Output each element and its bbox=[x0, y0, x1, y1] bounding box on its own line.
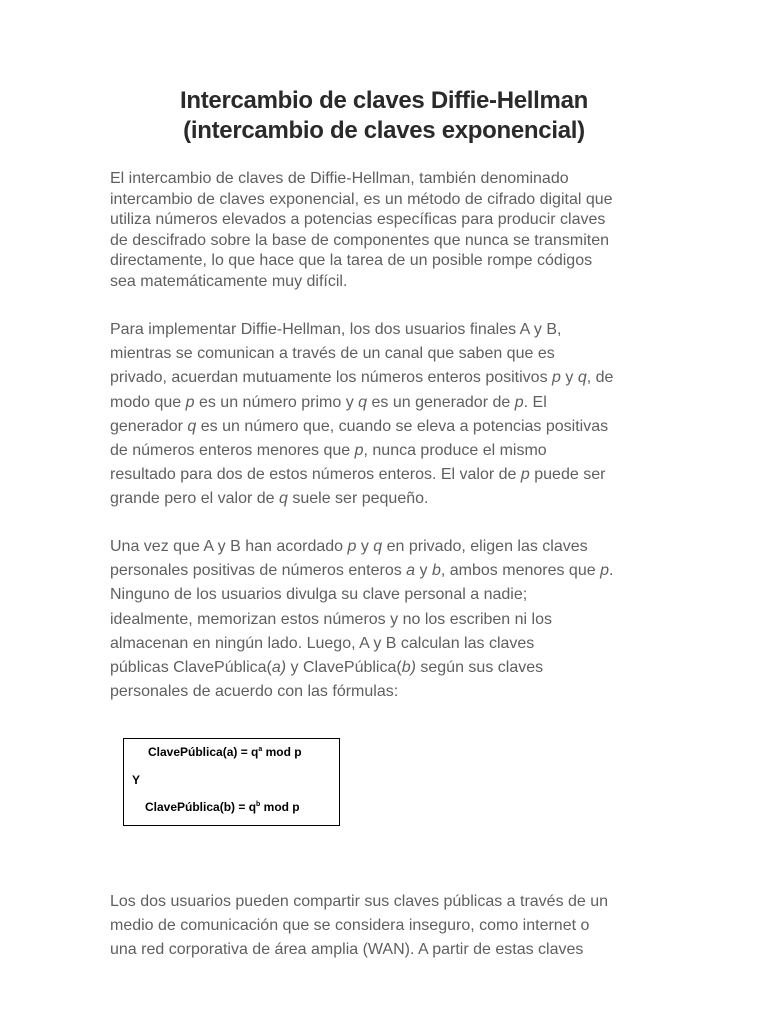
paragraph-private-keys bbox=[110, 535, 670, 704]
formula-public-key-b: ClavePública(b) = $q^b$ mod p bbox=[145, 800, 300, 814]
paragraph-intro bbox=[110, 169, 670, 292]
text-line: grande pero el valor de q suele ser pequeño. bbox=[110, 490, 429, 508]
text-line: almacenan en ningún lado. Luego, A y B calculan las claves bbox=[110, 634, 535, 652]
formula-box bbox=[123, 738, 340, 826]
text-line: privado, acuerdan mutuamente los números enteros positivos p y q, de bbox=[110, 369, 614, 387]
text-line: Los dos usuarios pueden compartir sus claves públicas a través de un bbox=[110, 893, 609, 910]
text-line: generador q es un número que, cuando se eleva a potencias positivas bbox=[110, 417, 609, 435]
text-line: una red corporativa de área amplia (WAN). A partir de estas claves bbox=[110, 941, 584, 958]
text-line: idealmente, memorizan estos números y no los escriben ni los bbox=[110, 610, 552, 628]
text-line: de números enteros menores que p, nunca produce el mismo bbox=[110, 442, 547, 460]
title-line-2: (intercambio de claves exponencial) bbox=[183, 117, 585, 144]
text-line: resultado para dos de estos números enteros. El valor de p puede ser bbox=[110, 466, 606, 484]
text-line: medio de comunicación que se considera inseguro, como internet o bbox=[110, 917, 590, 934]
text-line: El intercambio de claves de Diffie-Hellman, también denominado bbox=[110, 170, 569, 187]
formula-connector: Y bbox=[132, 773, 141, 787]
formula-public-key-a: ClavePública(a) = $q^a$ mod p bbox=[148, 745, 302, 759]
text-line: Una vez que A y B han acordado p y q en privado, eligen las claves bbox=[110, 538, 588, 555]
text-line: Para implementar Diffie-Hellman, los dos usuarios finales A y B, bbox=[110, 321, 562, 338]
text-line: personales positivas de números enteros a y b, ambos menores que p. bbox=[110, 562, 614, 580]
text-line: utiliza números elevados a potencias específicas para producir claves bbox=[110, 211, 606, 228]
paragraph-sharing bbox=[110, 890, 670, 962]
text-line: públicas ClavePública(a) y ClavePública(b) según sus claves bbox=[110, 659, 544, 677]
paragraph-implementation bbox=[110, 318, 670, 512]
text-line: directamente, lo que hace que la tarea de un posible rompe códigos bbox=[110, 252, 593, 269]
text-line: de descifrado sobre la base de componentes que nunca se transmiten bbox=[110, 231, 609, 249]
text-line: mientras se comunican a través de un canal que saben que es bbox=[110, 345, 555, 363]
text-line: personales de acuerdo con las fórmulas: bbox=[110, 683, 399, 701]
text-line: Ninguno de los usuarios divulga su clave personal a nadie; bbox=[110, 586, 528, 604]
title-line-1: Intercambio de claves Diffie-Hellman bbox=[179, 87, 588, 114]
page-title bbox=[60, 86, 708, 146]
text-line: sea matemáticamente muy difícil. bbox=[110, 272, 348, 290]
text-line: intercambio de claves exponencial, es un método de cifrado digital que bbox=[110, 190, 613, 208]
text-line: modo que p es un número primo y q es un generador de p. El bbox=[110, 393, 547, 411]
